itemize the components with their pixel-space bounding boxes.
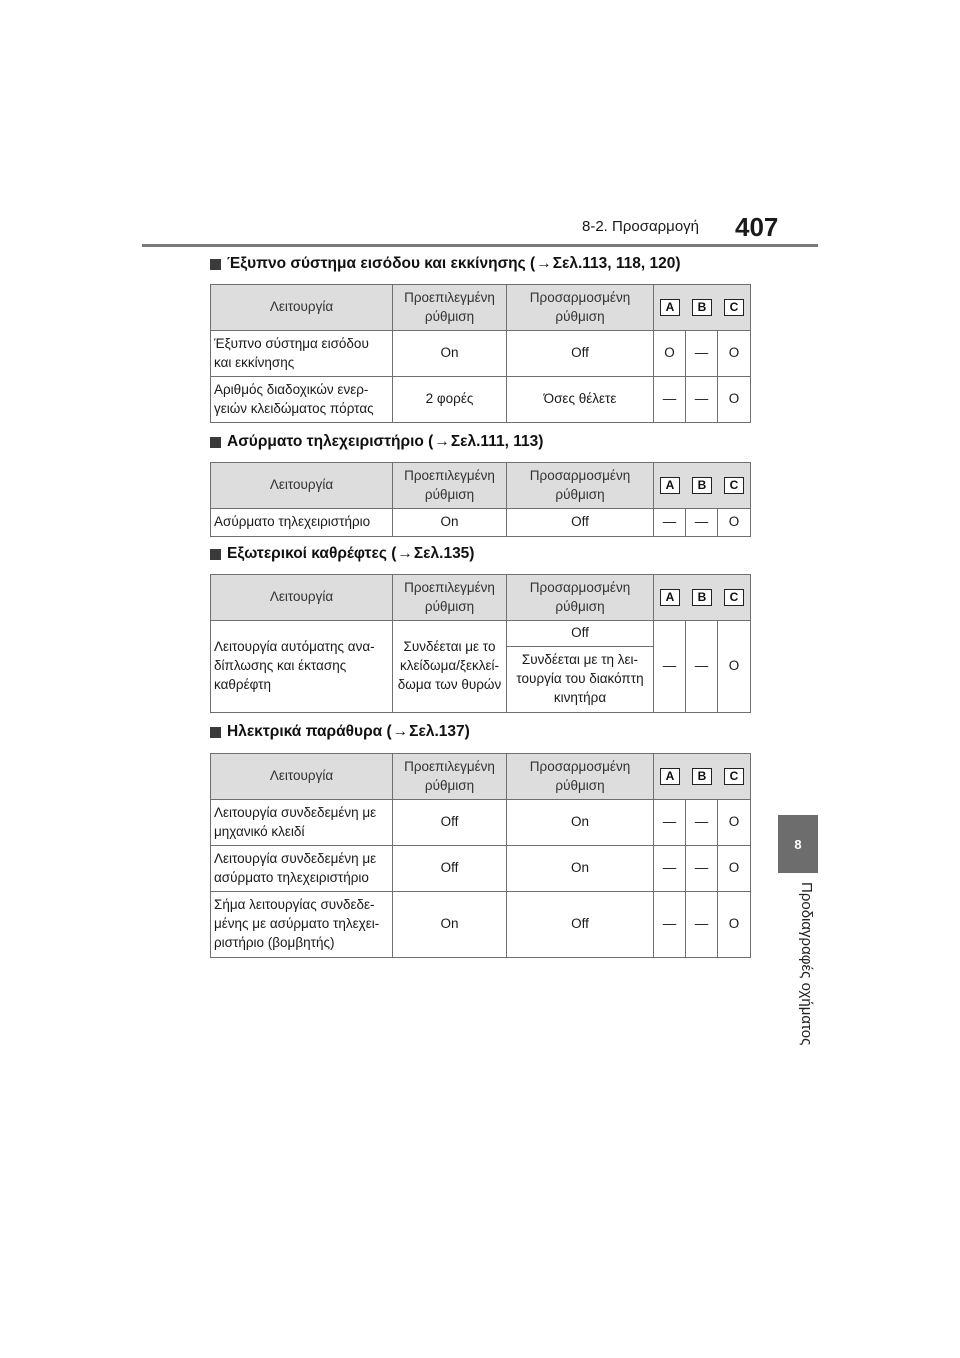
table-smart-entry: [210, 284, 751, 423]
table-row: Λειτουργία συνδεδεμένη με μηχανικό κλειδί Off On — — O: [211, 800, 751, 846]
badge-a: A: [660, 589, 680, 606]
badge-c: C: [724, 477, 744, 494]
section-heading: 8-2. Προσαρμογή: [582, 218, 700, 235]
chapter-tab: [778, 815, 818, 873]
badge-c: C: [724, 768, 744, 785]
badge-a: A: [660, 768, 680, 785]
bullet-square-icon: [210, 727, 221, 738]
table-row: Αριθμός διαδοχικών ενερ-γειών κλειδώματος πόρτας 2 φορές Όσες θέλετε — — O: [211, 377, 751, 423]
badge-c: C: [724, 589, 744, 606]
section-title-mirrors: Εξωτερικοί καθρέφτες ( → Σελ.135): [210, 545, 474, 563]
badge-b: B: [692, 768, 712, 785]
badge-b: B: [692, 589, 712, 606]
section-title-remote: Ασύρματο τηλεχειριστήριο ( → Σελ.111, 113): [210, 433, 543, 451]
table-row: Έξυπνο σύστημα εισόδου και εκκίνησης On Off O — O: [211, 331, 751, 377]
table-row: Ασύρματο τηλεχειριστήριο On Off — — O: [211, 509, 751, 537]
badge-b: B: [692, 477, 712, 494]
badge-b: B: [692, 299, 712, 316]
section-title-smart-entry: Έξυπνο σύστημα εισόδου και εκκίνησης ( → Σελ.113, 118, 120): [210, 255, 681, 273]
header-divider: [142, 244, 818, 247]
badge-c: C: [724, 299, 744, 316]
table-mirrors: [210, 574, 751, 713]
arrow-icon: →: [392, 723, 409, 740]
table-row: Λειτουργία συνδεδεμένη με ασύρματο τηλεχειριστήριο Off On — — O: [211, 846, 751, 892]
table-remote: [210, 462, 751, 537]
table-row: Λειτουργία αυτόματης ανα-δίπλωσης και έκτασης καθρέφτη Συνδέεται με το κλείδωμα/ξεκλεί-δωμα των θυρών Off — — O: [211, 621, 751, 647]
table-row: Συνδέεται με τη λει-τουργία του διακόπτη κινητήρα: [211, 647, 751, 713]
badge-a: A: [660, 299, 680, 316]
arrow-icon: →: [536, 255, 552, 272]
table-header-row: Λειτουργία Προεπιλεγμένη ρύθμιση Προσαρμοσμένη ρύθμιση A B C: [211, 463, 751, 509]
chapter-label: Προδιαγραφές οχήματος: [798, 882, 815, 1046]
table-header-row: Λειτουργία Προεπιλεγμένη ρύθμιση Προσαρμοσμένη ρύθμιση A B C: [211, 285, 751, 331]
chapter-number: 8: [794, 837, 802, 852]
badge-a: A: [660, 477, 680, 494]
arrow-icon: →: [397, 545, 413, 562]
table-windows: [210, 753, 751, 958]
arrow-icon: →: [434, 433, 450, 450]
bullet-square-icon: [210, 549, 221, 560]
page-number: 407: [735, 212, 779, 242]
bullet-square-icon: [210, 259, 221, 270]
table-header-row: Λειτουργία Προεπιλεγμένη ρύθμιση Προσαρμοσμένη ρύθμιση A B C: [211, 575, 751, 621]
section-title-windows: Ηλεκτρικά παράθυρα ( → Σελ.137): [210, 723, 470, 741]
bullet-square-icon: [210, 437, 221, 448]
table-row: Σήμα λειτουργίας συνδεδε-μένης με ασύρματο τηλεχει-ριστήριο (βομβητής) On Off — — O: [211, 892, 751, 958]
table-header-row: Λειτουργία Προεπιλεγμένη ρύθμιση Προσαρμοσμένη ρύθμιση A B C: [211, 754, 751, 800]
